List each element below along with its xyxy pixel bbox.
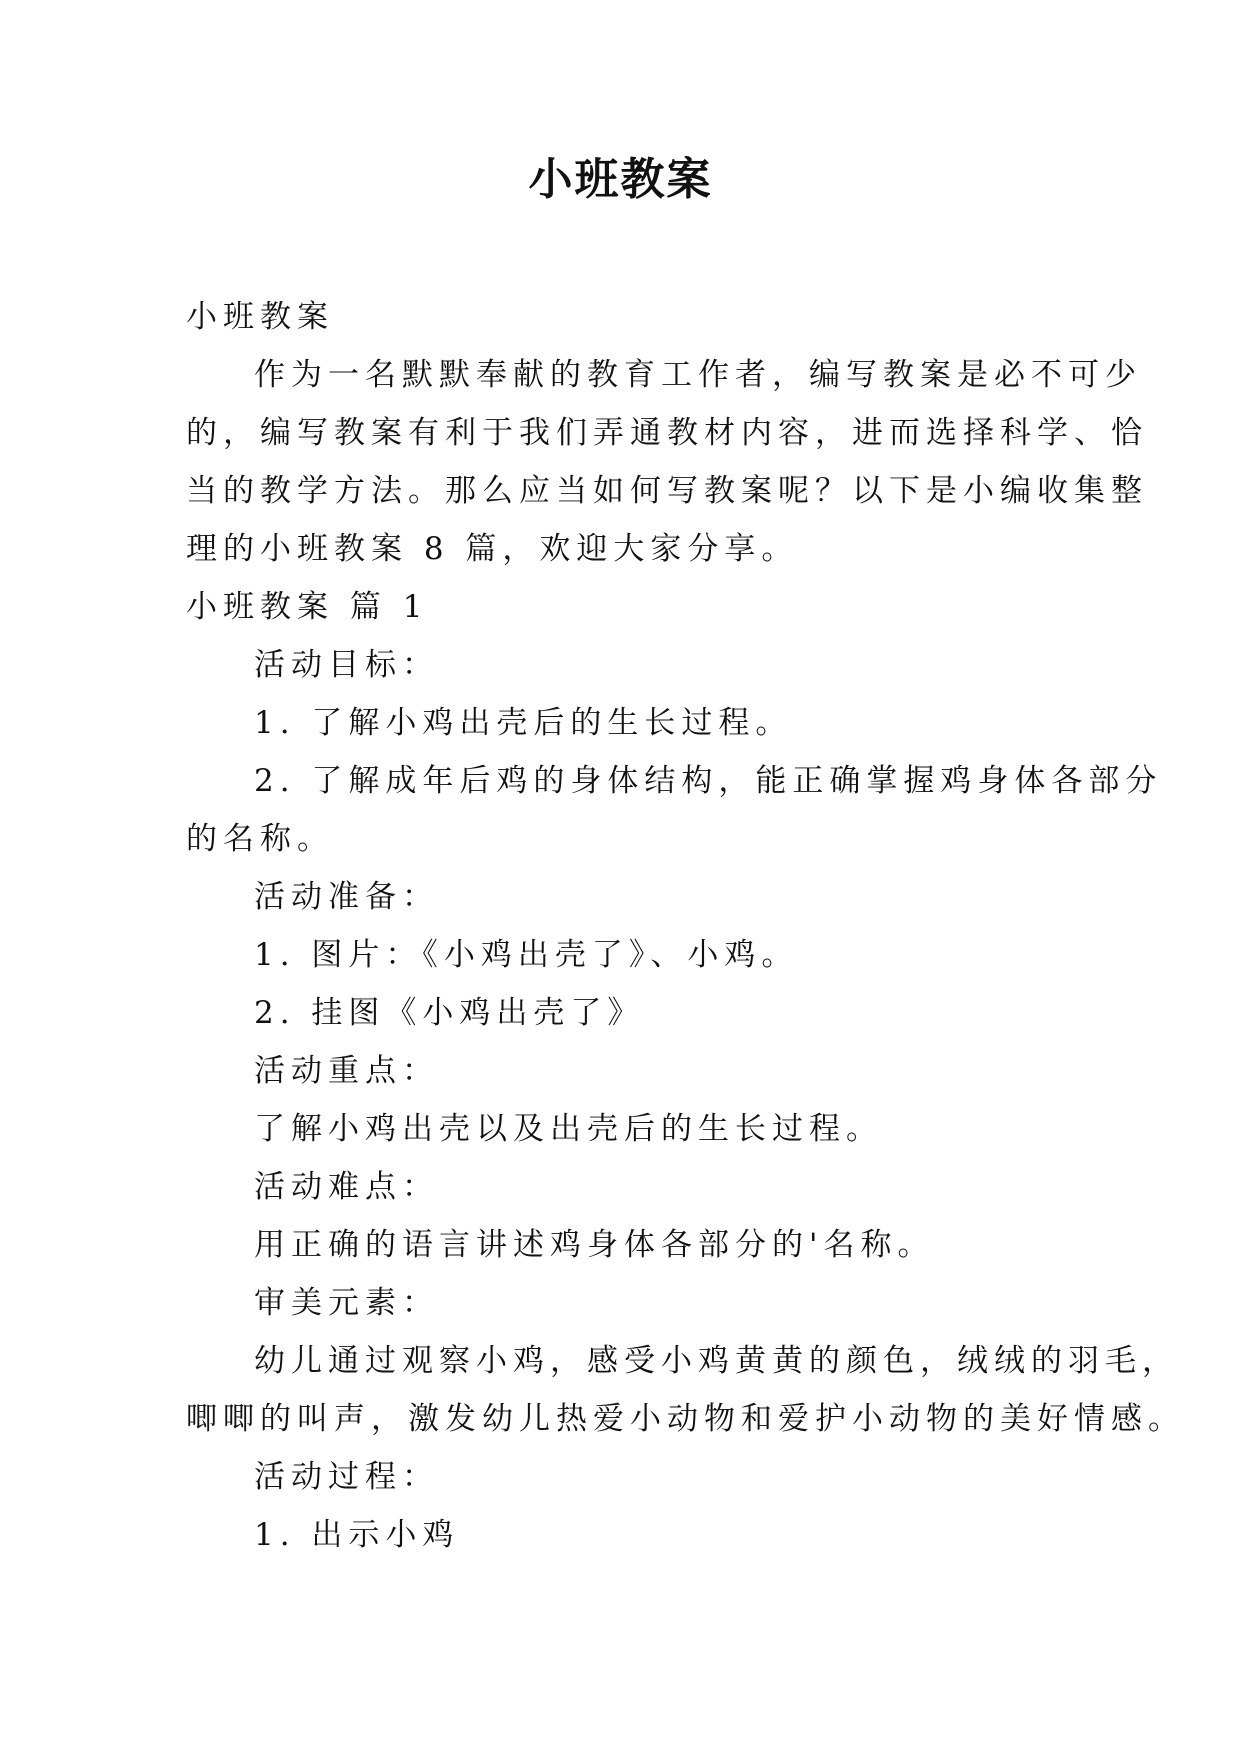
- text-line: 用正确的语言讲述鸡身体各部分的'名称。: [254, 1227, 935, 1263]
- text-line: 理的小班教案 8 篇，欢迎大家分享。: [186, 531, 799, 567]
- document-body: [186, 288, 1185, 1564]
- text-line: 的，编写教案有利于我们弄通教材内容，进而选择科学、恰: [186, 415, 1148, 451]
- text-line: 的名称。: [186, 821, 334, 857]
- text-line: 活动目标：: [254, 647, 439, 683]
- text-line: 活动重点：: [254, 1053, 439, 1089]
- text-line: 1. 了解小鸡出壳后的生长过程。: [254, 705, 793, 741]
- document-title: 小班教案: [528, 154, 713, 205]
- text-line: 幼儿通过观察小鸡，感受小鸡黄黄的颜色，绒绒的羽毛，: [254, 1343, 1179, 1379]
- text-line: 1. 图片：《小鸡出壳了》、小鸡。: [254, 937, 799, 973]
- text-line: 了解小鸡出壳以及出壳后的生长过程。: [254, 1111, 883, 1147]
- text-line: 活动过程：: [254, 1459, 439, 1495]
- text-line: 活动难点：: [254, 1169, 439, 1205]
- text-line: 活动准备：: [254, 879, 439, 915]
- text-line: 当的教学方法。那么应当如何写教案呢？以下是小编收集整: [186, 473, 1148, 509]
- text-line: 2. 了解成年后鸡的身体结构，能正确掌握鸡身体各部分: [254, 763, 1163, 799]
- text-line: 2. 挂图《小鸡出壳了》: [254, 995, 645, 1031]
- text-line: 唧唧的叫声，激发幼儿热爱小动物和爱护小动物的美好情感。: [186, 1401, 1185, 1437]
- text-line: 小班教案: [186, 299, 334, 335]
- section-heading: 小班教案 篇 1: [186, 589, 429, 625]
- text-line: 审美元素：: [254, 1285, 439, 1321]
- text-line: 1. 出示小鸡: [254, 1517, 460, 1553]
- text-line: 作为一名默默奉献的教育工作者，编写教案是必不可少: [254, 357, 1142, 393]
